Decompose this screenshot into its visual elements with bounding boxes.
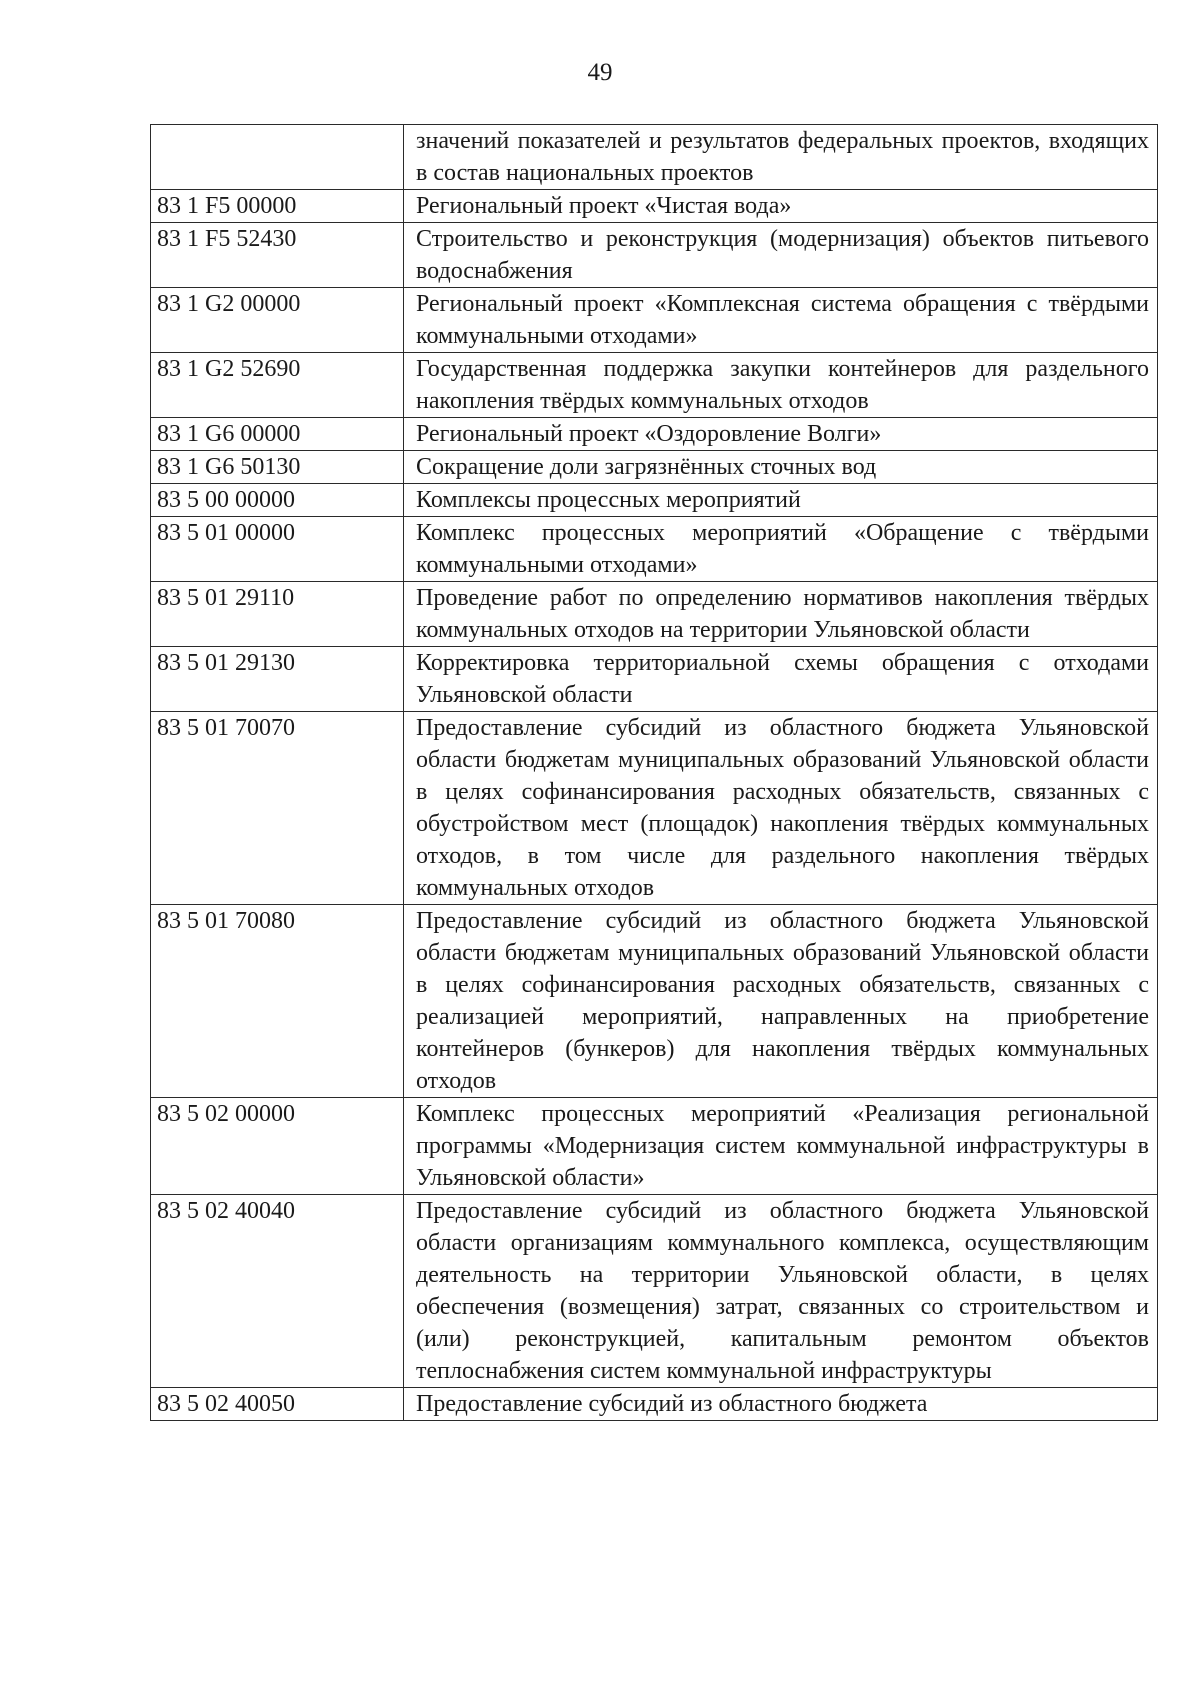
row-description: значений показателей и результатов федеральных проектов, входящих в состав национальных проектов — [404, 125, 1158, 190]
table-row — [151, 1098, 1158, 1195]
row-code: 83 5 01 29130 — [151, 647, 404, 712]
table-row — [151, 418, 1158, 451]
row-code: 83 5 01 00000 — [151, 517, 404, 582]
table-row — [151, 905, 1158, 1098]
row-code: 83 5 01 70070 — [151, 712, 404, 905]
row-code: 83 5 02 00000 — [151, 1098, 404, 1195]
row-code: 83 5 01 29110 — [151, 582, 404, 647]
row-description: Комплекс процессных мероприятий «Обращение с твёрдыми коммунальными отходами» — [404, 517, 1158, 582]
table-row — [151, 288, 1158, 353]
table-row — [151, 1388, 1158, 1421]
row-code: 83 5 02 40040 — [151, 1195, 404, 1388]
row-description: Комплекс процессных мероприятий «Реализация региональной программы «Модернизация систем коммунальной инфраструктуры в Ульяновской области» — [404, 1098, 1158, 1195]
row-description: Сокращение доли загрязнённых сточных вод — [404, 451, 1158, 484]
row-description: Региональный проект «Оздоровление Волги» — [404, 418, 1158, 451]
row-description: Строительство и реконструкция (модернизация) объектов питьевого водоснабжения — [404, 223, 1158, 288]
page-number: 49 — [587, 59, 613, 86]
budget-code-table — [150, 124, 1158, 1421]
table-row — [151, 223, 1158, 288]
table-row — [151, 647, 1158, 712]
row-description: Государственная поддержка закупки контейнеров для раздельного накопления твёрдых коммунальных отходов — [404, 353, 1158, 418]
table-row — [151, 125, 1158, 190]
row-description: Региональный проект «Чистая вода» — [404, 190, 1158, 223]
row-description: Предоставление субсидий из областного бюджета Ульяновской области организациям коммунального комплекса, осуществляющим деятельность на территории Ульяновской области, в целях обеспечения (возмещения) затрат, связанных со строительством и (или) реконструкцией, капитальным ремонтом объектов теплоснабжения систем коммунальной инфраструктуры — [404, 1195, 1158, 1388]
row-description: Предоставление субсидий из областного бюджета Ульяновской области бюджетам муниципальных образований Ульяновской области в целях софинансирования расходных обязательств, связанных с реализацией мероприятий, направленных на приобретение контейнеров (бункеров) для накопления твёрдых коммунальных отходов — [404, 905, 1158, 1098]
row-code: 83 5 00 00000 — [151, 484, 404, 517]
row-description: Корректировка территориальной схемы обращения с отходами Ульяновской области — [404, 647, 1158, 712]
table-row — [151, 353, 1158, 418]
row-description: Комплексы процессных мероприятий — [404, 484, 1158, 517]
table-row — [151, 517, 1158, 582]
table-row — [151, 712, 1158, 905]
row-code: 83 5 01 70080 — [151, 905, 404, 1098]
row-code: 83 1 F5 00000 — [151, 190, 404, 223]
row-description: Проведение работ по определению нормативов накопления твёрдых коммунальных отходов на территории Ульяновской области — [404, 582, 1158, 647]
row-code: 83 1 G2 00000 — [151, 288, 404, 353]
table-row — [151, 451, 1158, 484]
row-code: 83 1 G2 52690 — [151, 353, 404, 418]
table-row — [151, 1195, 1158, 1388]
row-code: 83 1 G6 50130 — [151, 451, 404, 484]
table-row — [151, 190, 1158, 223]
row-description: Предоставление субсидий из областного бюджета Ульяновской области бюджетам муниципальных образований Ульяновской области в целях софинансирования расходных обязательств, связанных с обустройством мест (площадок) накопления твёрдых коммунальных отходов, в том числе для раздельного накопления твёрдых коммунальных отходов — [404, 712, 1158, 905]
row-code: 83 1 F5 52430 — [151, 223, 404, 288]
row-description: Региональный проект «Комплексная система обращения с твёрдыми коммунальными отходами» — [404, 288, 1158, 353]
row-code: 83 5 02 40050 — [151, 1388, 404, 1421]
table-row — [151, 484, 1158, 517]
row-code: 83 1 G6 00000 — [151, 418, 404, 451]
table-row — [151, 582, 1158, 647]
row-code — [151, 125, 404, 190]
row-description: Предоставление субсидий из областного бюджета — [404, 1388, 1158, 1421]
